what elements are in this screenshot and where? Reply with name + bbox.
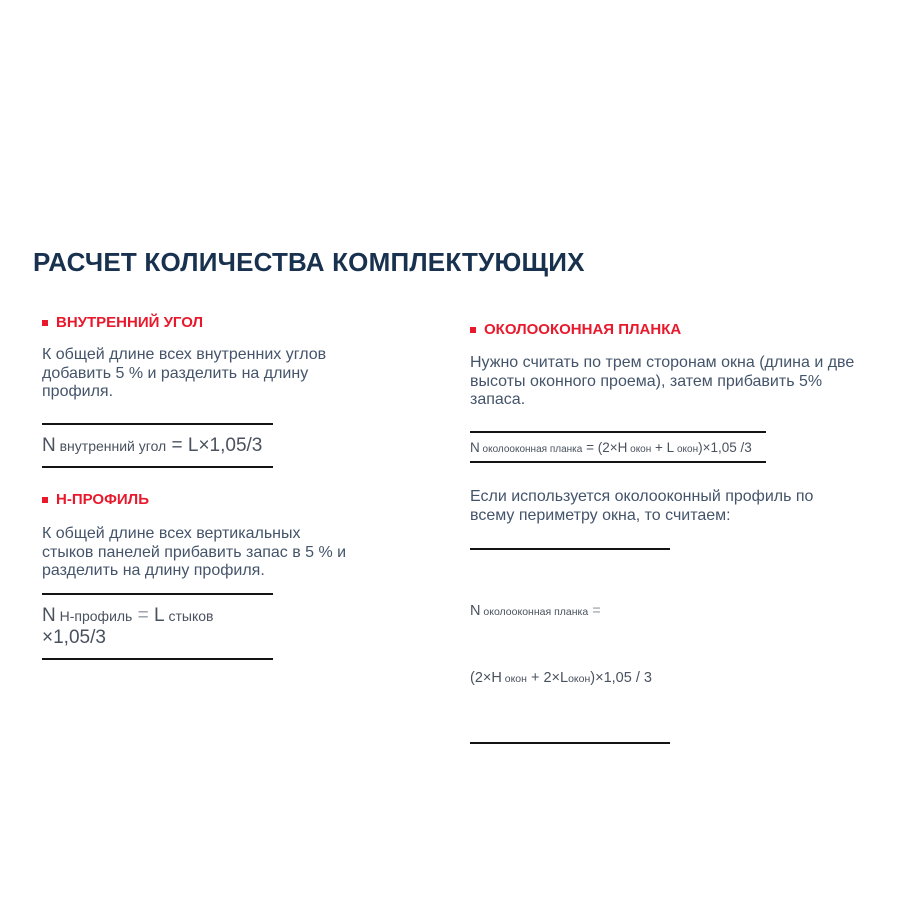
formula-inner-corner bbox=[42, 423, 273, 468]
formula-expression: )×1,05 /3 bbox=[698, 440, 752, 455]
formula-subscript: Н-профиль bbox=[55, 608, 133, 624]
formula-expression: )×1,05 / 3 bbox=[590, 670, 652, 686]
bullet-icon bbox=[470, 327, 476, 333]
section-heading-inner-corner bbox=[42, 314, 203, 331]
formula-subscript: окон bbox=[568, 673, 591, 685]
formula-expression: (2×H bbox=[470, 670, 502, 686]
formula-window-trim-three-sides bbox=[470, 431, 766, 463]
formula-variable: N bbox=[42, 605, 56, 626]
formula-h-profile bbox=[42, 593, 273, 660]
paragraph-h-profile: К общей длине всех вертикальных стыков панелей прибавить запас в 5 % и разделить на длину профиля. bbox=[42, 525, 347, 579]
formula-subscript: окон bbox=[501, 673, 527, 685]
section-heading-label: Н-ПРОФИЛЬ bbox=[56, 491, 149, 508]
section-heading-label: ОКОЛООКОННАЯ ПЛАНКА bbox=[484, 321, 682, 338]
formula-window-trim-perimeter bbox=[470, 548, 670, 744]
formula-variable: N bbox=[470, 440, 480, 455]
formula-subscript: околооконная планка bbox=[480, 606, 589, 618]
formula-expression: + 2×L bbox=[526, 670, 569, 686]
formula-subscript: внутренний угол bbox=[55, 438, 167, 454]
formula-subscript: околооконная планка bbox=[479, 444, 583, 455]
formula-line-1 bbox=[470, 600, 670, 623]
formula-expression: + L bbox=[651, 440, 675, 455]
formula-expression: ×1,05/3 bbox=[42, 605, 219, 648]
page-title: РАСЧЕТ КОЛИЧЕСТВА КОМПЛЕКТУЮЩИХ bbox=[33, 247, 585, 277]
formula-expression: = (2×H bbox=[582, 440, 628, 455]
formula-subscript: стыков bbox=[164, 608, 214, 624]
paragraph-window-trim: Нужно считать по трем сторонам окна (длина и две высоты оконного проема), затем прибавить 5% запаса. bbox=[470, 354, 855, 408]
section-heading-label: ВНУТРЕННИЙ УГОЛ bbox=[56, 314, 204, 331]
section-heading-window-trim bbox=[470, 321, 681, 338]
bullet-icon bbox=[42, 320, 48, 326]
formula-variable: N bbox=[470, 603, 481, 619]
formula-variable: L bbox=[154, 605, 165, 626]
formula-equals: = bbox=[588, 603, 601, 619]
section-heading-h-profile bbox=[42, 491, 149, 508]
bullet-icon bbox=[42, 497, 48, 503]
formula-line-2 bbox=[470, 667, 670, 690]
formula-subscript: окон bbox=[674, 444, 699, 455]
formula-subscript: окон bbox=[627, 444, 652, 455]
formula-expression: = L×1,05/3 bbox=[166, 435, 263, 456]
paragraph-window-trim-perimeter: Если используется околооконный профиль по всему периметру окна, то считаем: bbox=[470, 488, 814, 524]
paragraph-inner-corner: К общей длине всех внутренних углов добавить 5 % и разделить на длину профиля. bbox=[42, 346, 327, 400]
formula-variable: N bbox=[42, 435, 56, 456]
formula-equals: = bbox=[132, 605, 155, 626]
